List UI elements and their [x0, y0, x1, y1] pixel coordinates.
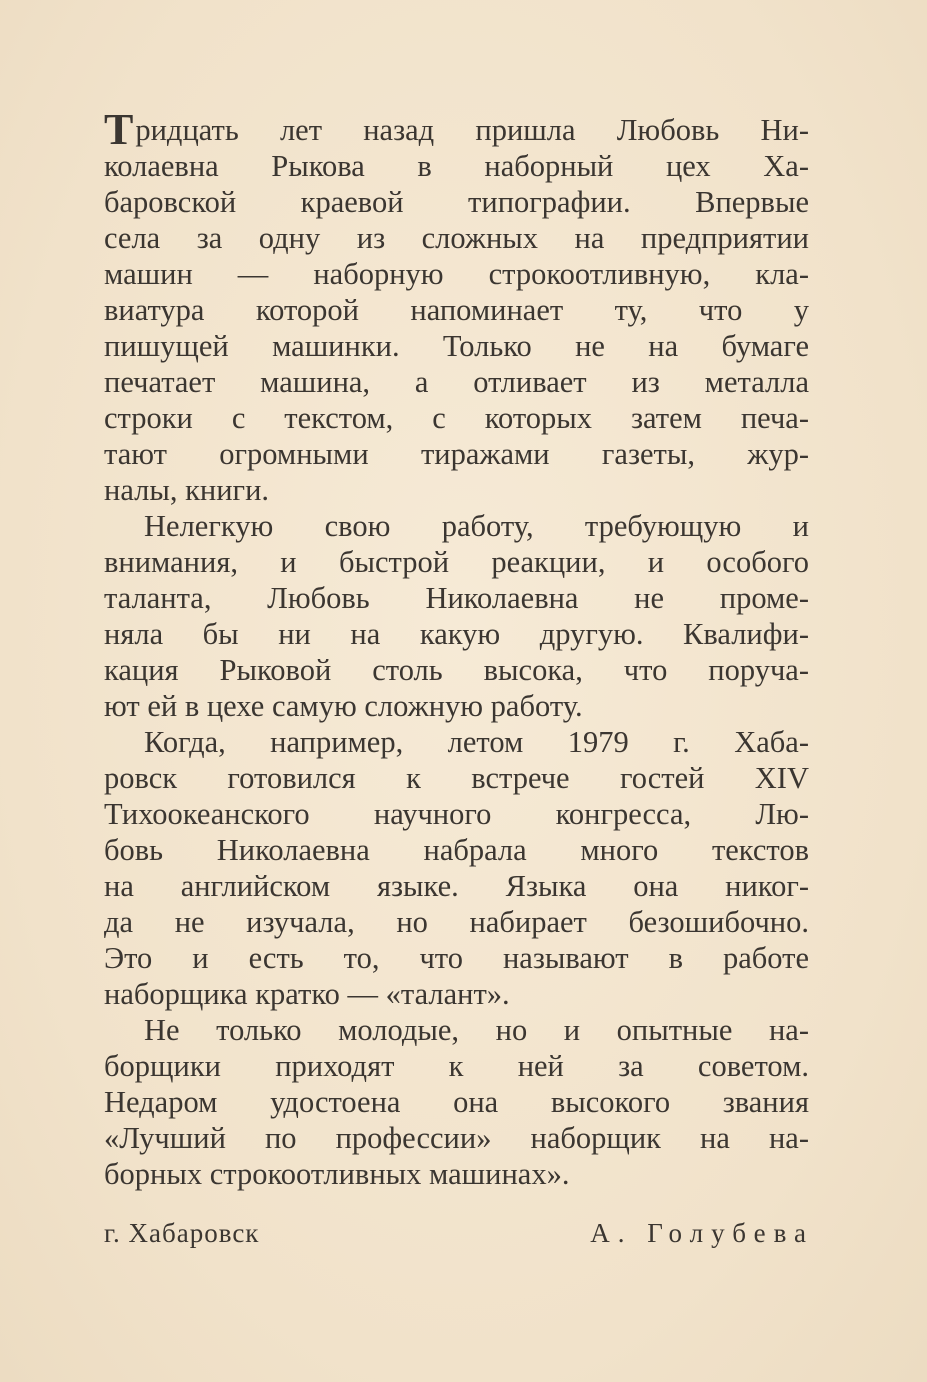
paragraph-1-line-6: виатура которой напоминает ту, что у: [104, 293, 809, 327]
article-text: [104, 105, 809, 1192]
paragraph-1-line-5: машин — наборную строкоотливную, кла-: [104, 257, 809, 291]
city-label: г. Хабаровск: [104, 1218, 260, 1248]
drop-cap: Т: [104, 105, 134, 154]
signature-footer: [104, 1218, 814, 1254]
paragraph-3-line-3: Тихоокеанского научного конгресса, Лю-: [104, 797, 809, 831]
paragraph-4-line-2: борщики приходят к ней за советом.: [104, 1049, 809, 1083]
paragraph-3-line-2: ровск готовился к встрече гостей XIV: [104, 761, 809, 795]
paragraph-1-line-2: колаевна Рыкова в наборный цех Ха-: [104, 149, 809, 183]
paragraph-1-line-10: тают огромными тиражами газеты, жур-: [104, 437, 809, 471]
paragraph-3-line-6: да не изучала, но набирает безошибочно.: [104, 905, 809, 939]
paragraph-4-line-5: борных строкоотливных машинах».: [104, 1157, 570, 1191]
paragraph-1-line-11: налы, книги.: [104, 473, 270, 507]
paragraph-1-line-9: строки с текстом, с которых затем печа-: [104, 401, 809, 435]
paragraph-2-line-4: няла бы ни на какую другую. Квалифи-: [104, 617, 809, 651]
paragraph-1-line-8: печатает машина, а отливает из металла: [104, 365, 809, 399]
paragraph-3-line-8: наборщика кратко — «талант».: [104, 977, 510, 1011]
paragraph-2-line-5: кация Рыковой столь высока, что поруча-: [104, 653, 809, 687]
paragraph-2-line-1: Нелегкую свою работу, требующую и: [144, 509, 809, 543]
paragraph-4-line-1: Не только молодые, но и опытные на-: [144, 1013, 809, 1047]
paragraph-3-line-5: на английском языке. Языка она никог-: [104, 869, 809, 903]
paragraph-3-line-4: бовь Николаевна набрала много текстов: [104, 833, 809, 867]
paragraph-4-line-3: Недаром удостоена она высокого звания: [104, 1085, 809, 1119]
paragraph-2-line-2: внимания, и быстрой реакции, и особого: [104, 545, 809, 579]
paragraph-2-line-6: ют ей в цехе самую сложную работу.: [104, 689, 583, 723]
paragraph-1-line-1: [104, 105, 809, 154]
paragraph-3-line-7: Это и есть то, что называют в работе: [104, 941, 809, 975]
paragraph-3-line-1: Когда, например, летом 1979 г. Хаба-: [144, 725, 809, 759]
paragraph-1-line-4: села за одну из сложных на предприятии: [104, 221, 809, 255]
paragraph-4-line-4: «Лучший по профессии» наборщик на на-: [104, 1121, 809, 1155]
paragraph-2-line-3: таланта, Любовь Николаевна не проме-: [104, 581, 809, 615]
paragraph-1-line-7: пишущей машинки. Только не на бумаге: [104, 329, 809, 363]
paragraph-1-line-3: баровской краевой типографии. Впервые: [104, 185, 809, 219]
author-name: А. Голубева: [590, 1218, 814, 1248]
line-text: ридцать лет назад пришла Любовь Ни-: [135, 113, 809, 147]
